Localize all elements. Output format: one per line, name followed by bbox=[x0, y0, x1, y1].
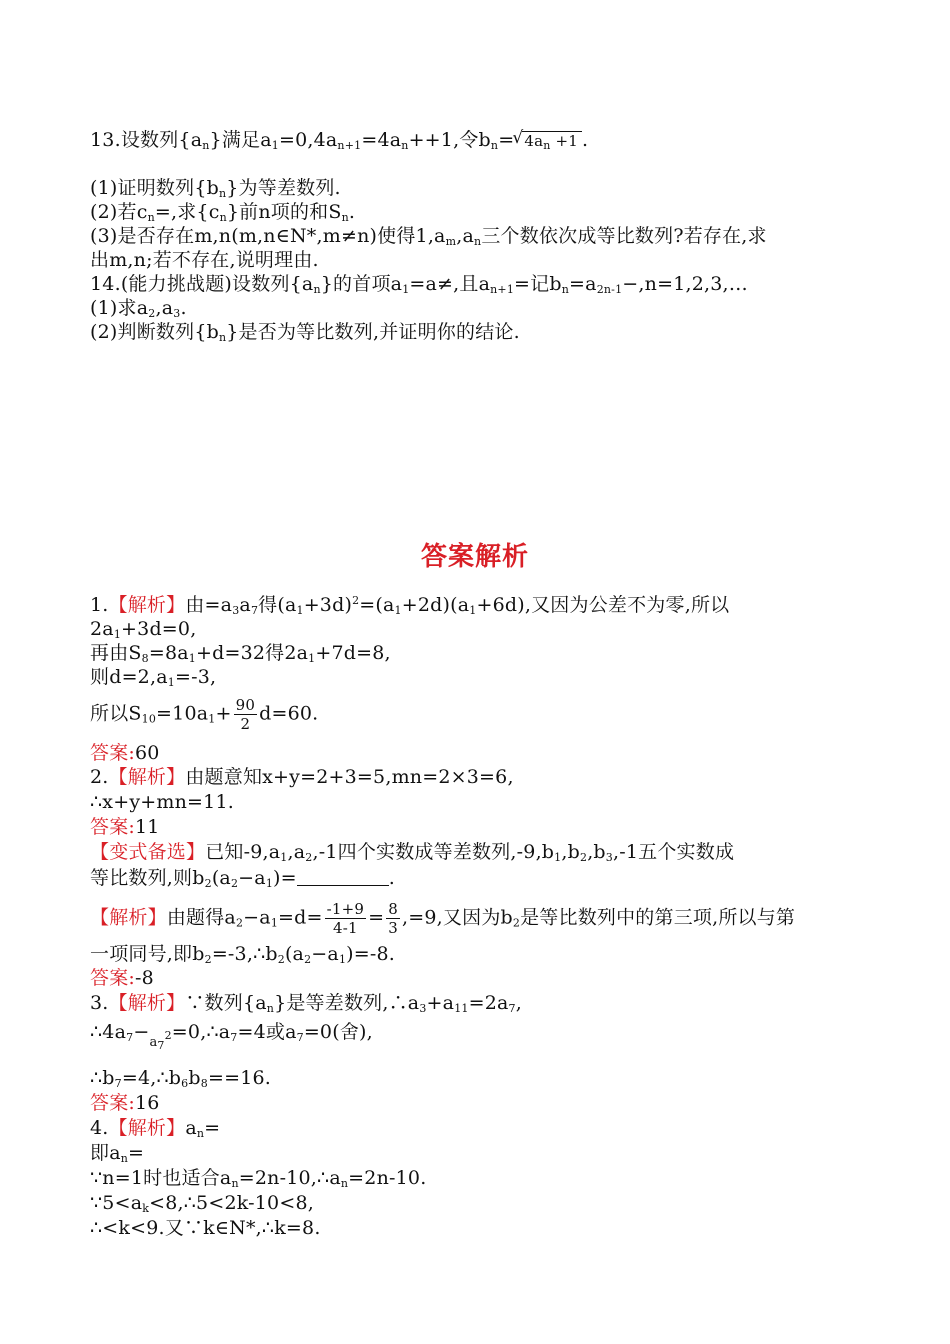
answer-1-line3: 再由$S_8=8a_1+d=32$得$2a_1+7d=8$, bbox=[90, 642, 391, 665]
answer-3-line3: $\therefore b_7=4,\therefore b_6b_8==16$. bbox=[90, 1067, 272, 1090]
answer-2-result: 答案:11 bbox=[90, 816, 160, 838]
problem-14-line: 14.(能力挑战题)设数列$\{a_n\}$的首项$a_1=a\ne$,且$a_{n+1}=$记$b_n=a_{2n-1}-,n=1,2,3,\dots$ bbox=[90, 273, 748, 296]
variant-label: 【变式备选】 bbox=[90, 841, 206, 863]
answer-title: 答案解析 bbox=[420, 542, 529, 572]
answer-4-line4: $\because 5<a_k<8,\therefore 5<2k-10<8$, bbox=[90, 1192, 314, 1215]
variant-line1: 【变式备选】已知$-9,a_1,a_2,-1$四个实数成等差数列$,-9,b_1,b_2,b_3,-1$五个实数成 bbox=[90, 841, 735, 864]
problem-13-part1: (1)证明数列$\{b_n\}$为等差数列. bbox=[90, 177, 341, 200]
variant-result: 答案:-8 bbox=[90, 967, 154, 989]
answer-4-line3: ∵n=1时也适合$a_n=2n-10,\therefore a_n=2n-10$. bbox=[90, 1167, 427, 1190]
answer-4-line5: ∴<k<9.又∵k∈N*,∴k=8. bbox=[90, 1217, 321, 1239]
fraction: $\frac{8}{3}$ bbox=[388, 900, 399, 937]
answer-4-line1: 4.【解析】$a_n=$ bbox=[90, 1117, 221, 1140]
sqrt-expression: √ $4a_n +1$ bbox=[522, 131, 582, 150]
answer-1-line4: 则$d=2,a_1=-3$, bbox=[90, 666, 217, 689]
answer-2-line2: ∴x+y+mn=11. bbox=[90, 791, 234, 813]
answer-4-line2: 即$a_n=$ bbox=[90, 1142, 145, 1165]
answer-3-result: 答案:16 bbox=[90, 1092, 160, 1114]
problem-13-line: 13.设数列$\{a_n\}$满足$a_1=0,4a_{n+1}=4a_n++1$,令$b_n=√$ $4a_n +1$ . bbox=[90, 128, 588, 152]
problem-13-part3-cont: 出m,n;若不存在,说明理由. bbox=[90, 249, 319, 271]
answer-blank bbox=[297, 867, 389, 886]
answer-3-line2: $\therefore 4a_7-_{a_7^2}=0,\therefore a_7=4$或$a_7=0$(舍), bbox=[90, 1021, 373, 1052]
problem-14-part1: (1)求$a_2,a_3$. bbox=[90, 297, 187, 320]
fraction: $\frac{-1+9}{4-1}$ bbox=[326, 900, 365, 937]
fraction: $\frac{90}{2}$ bbox=[235, 696, 256, 733]
answer-1-line2: $2a_1+3d=0$, bbox=[90, 618, 197, 641]
answer-2-line1: 2.【解析】由题意知x+y=2+3=5,mn=2×3=6, bbox=[90, 766, 514, 788]
problem-14-part2: (2)判断数列$\{b_n\}$是否为等比数列,并证明你的结论. bbox=[90, 321, 520, 344]
answer-1-line1: 1.【解析】由$=a_3a_7$得$(a_1+3d)^2=(a_1+2d)(a_1+6d)$,又因为公差不为零,所以 bbox=[90, 594, 730, 617]
problem-13-part2: (2)若$c_n=$,求$\{c_n\}$前n项的和$S_n$. bbox=[90, 201, 356, 224]
variant-solution-line2: 一项同号,即$b_2=-3,\therefore b_2(a_2-a_1)=-8$. bbox=[90, 943, 396, 966]
answer-3-line1: 3.【解析】∵数列$\{a_n\}$是等差数列$,\therefore a_3+a_{11}=2a_7$, bbox=[90, 992, 522, 1015]
answer-1-result: 答案:60 bbox=[90, 742, 160, 764]
answer-1-line5: 所以$S_{10}=10a_1+$ $\frac{90}{2}$ d=60. bbox=[90, 696, 319, 733]
analysis-label: 【解析】 bbox=[108, 594, 186, 616]
variant-solution-line1: 【解析】由题得$a_2-a_1=d=$ $\frac{-1+9}{4-1}$ = $\frac{8}{3}$ ,=9,又因为$b_2$是等比数列中的第三项,所以与第 bbox=[90, 900, 796, 937]
variant-line2: 等比数列,则$b_2(a_2-a_1)=$ . bbox=[90, 867, 395, 890]
problem-13-intro: 13.设数列{a bbox=[90, 129, 203, 151]
problem-13-part3: (3)是否存在m,n(m,n∈N*,m≠n)使得$1,a_m,a_n$三个数依次成等比数列?若存在,求 bbox=[90, 225, 767, 248]
